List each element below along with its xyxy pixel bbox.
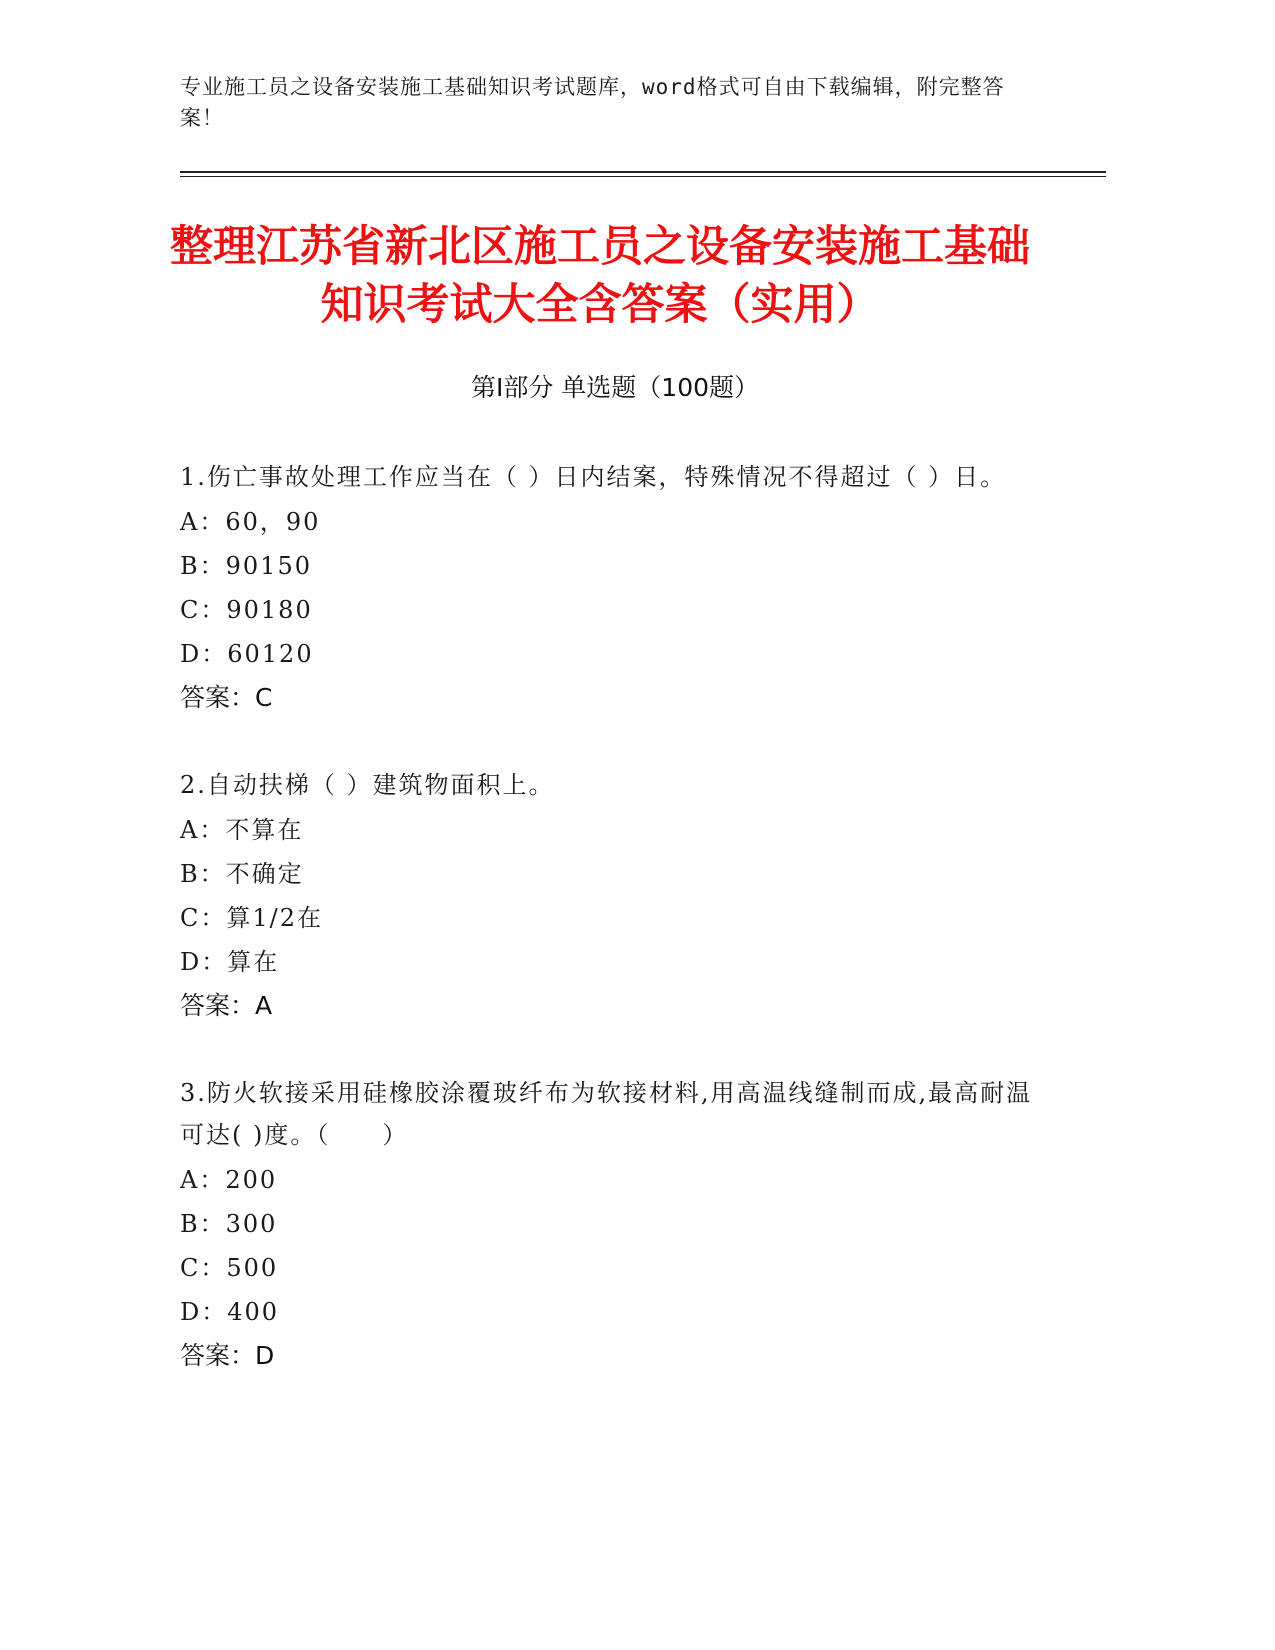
- option-b: B：90150: [180, 552, 312, 580]
- option-c: C：算1/2在: [180, 904, 323, 932]
- question-3: [180, 1072, 1050, 1378]
- document-title: 整理江苏省新北区施工员之设备安装施工基础知识考试大全含答案（实用）: [170, 222, 1030, 330]
- header-divider-thin: [180, 176, 1106, 177]
- option-c: C：90180: [180, 596, 313, 624]
- question-list: [180, 456, 1050, 1422]
- answer: 答案：C: [180, 683, 273, 712]
- option-c: C：500: [180, 1254, 279, 1282]
- header-note: 专业施工员之设备安装施工基础知识考试题库，word格式可自由下载编辑，附完整答案！: [180, 75, 1005, 130]
- question-2: [180, 764, 1050, 1028]
- question-stem: 3.防火软接采用硅橡胶涂覆玻纤布为软接材料,用高温线缝制而成,最高耐温可达( )度。（ ）: [180, 1079, 1033, 1149]
- option-a: A：60，90: [180, 508, 321, 536]
- option-d: D：算在: [180, 948, 280, 976]
- option-d: D：60120: [180, 640, 314, 668]
- option-a: A：不算在: [180, 816, 304, 844]
- option-b: B：不确定: [180, 860, 304, 888]
- header-divider-thick: [180, 171, 1106, 173]
- question-1: [180, 456, 1050, 720]
- option-d: D：400: [180, 1298, 280, 1326]
- section-heading: 第Ⅰ部分 单选题（100题）: [470, 373, 760, 402]
- option-b: B：300: [180, 1210, 278, 1238]
- question-stem: 2.自动扶梯（ ）建筑物面积上。: [180, 771, 555, 799]
- question-stem: 1.伤亡事故处理工作应当在（ ）日内结案，特殊情况不得超过（ ）日。: [180, 463, 1007, 491]
- answer: 答案：A: [180, 991, 273, 1020]
- answer: 答案：D: [180, 1341, 275, 1370]
- option-a: A：200: [180, 1166, 278, 1194]
